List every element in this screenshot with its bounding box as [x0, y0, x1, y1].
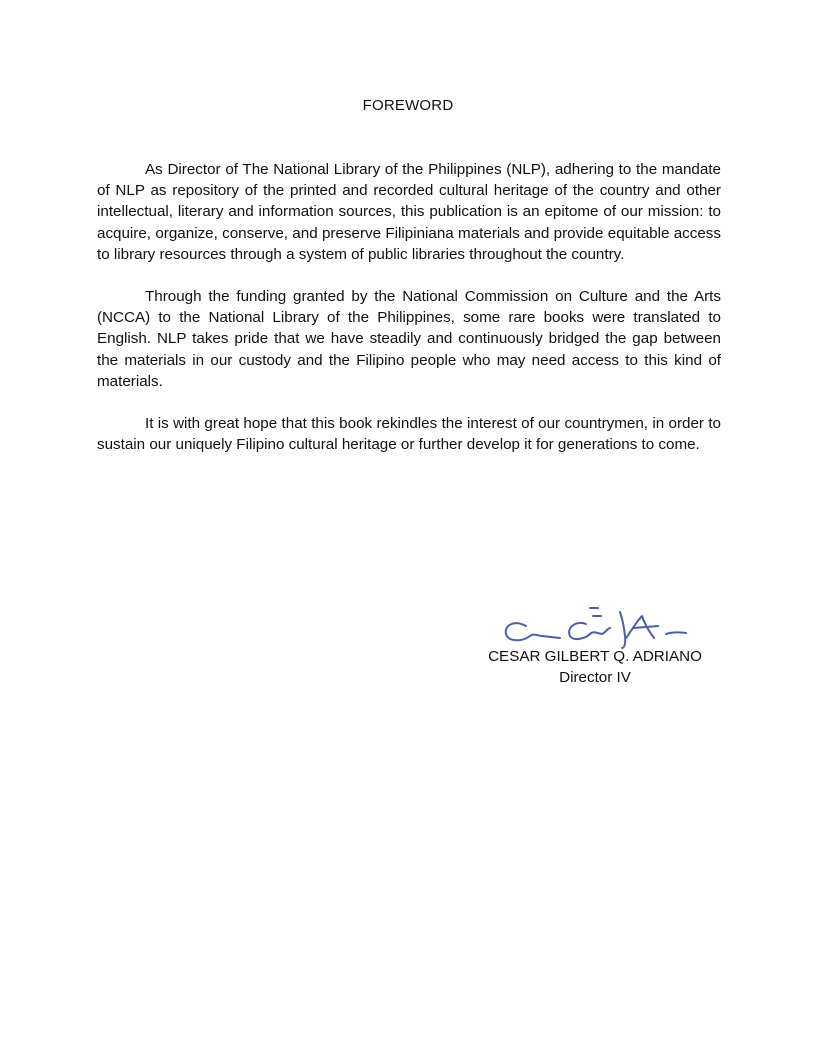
signatory-name: CESAR GILBERT Q. ADRIANO [488, 648, 702, 665]
signatory-position: Director IV [559, 669, 631, 686]
paragraph-1: As Director of The National Library of the Philippines (NLP), adhering to the mandate of NLP as repository of the printed and recorded cultural heritage of the country and other intellectual, literary and information sources, this publication is an epitome of our mission: to acquire, organize, conserve, and preserve Filipiniana materials and provide equitable access to library resources through a system of public libraries throughout the country. [97, 161, 721, 263]
handwritten-signature [498, 606, 694, 650]
foreword-body [97, 159, 721, 476]
page-title: FOREWORD [362, 97, 454, 114]
paragraph-2: Through the funding granted by the National Commission on Culture and the Arts (NCCA) to the National Library of the Philippines, some rare books were translated to English. NLP takes pride that we have steadily and continuously bridged the gap between the materials in our custody and the Filipino people who may need access to this kind of materials. [97, 288, 721, 390]
paragraph-3: It is with great hope that this book rekindles the interest of our countrymen, in order to sustain our uniquely Filipino cultural heritage or further develop it for generations to come. [97, 415, 721, 454]
